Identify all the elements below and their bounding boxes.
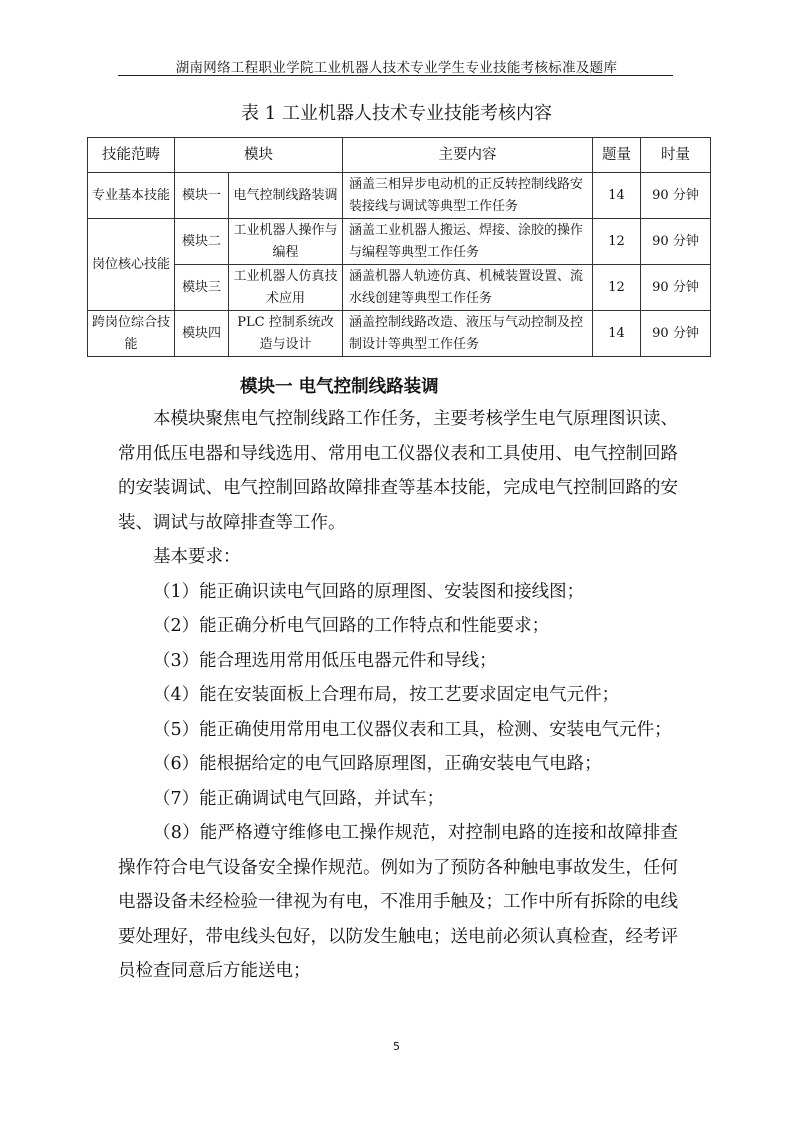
- cell-category: 专业基本技能: [88, 173, 175, 219]
- intro-paragraph: 本模块聚焦电气控制线路工作任务，主要考核学生电气原理图识读、常用低压电器和导线选用、常用电工仪器仪表和工具使用、电气控制回路的安装调试、电气控制回路故障排查等基本技能，完成电气控制回路的安装、调试与故障排查等工作。: [118, 409, 678, 533]
- header-time: 时量: [641, 138, 711, 173]
- cell-category: 跨岗位综合技能: [88, 311, 175, 357]
- cell-module-name: 工业机器人仿真技术应用: [229, 265, 343, 311]
- page-header: 湖南网络工程职业学院工业机器人技术专业学生专业技能考核标准及题库: [175, 60, 618, 76]
- cell-content: 涵盖三相异步电动机的正反转控制线路安装接线与调试等典型工作任务: [343, 173, 593, 219]
- header-module: 模块: [175, 138, 343, 173]
- requirement-item: （6）能根据给定的电气回路原理图，正确安装电气电路；: [153, 754, 602, 774]
- section-heading: 模块一 电气控制线路装调: [240, 377, 439, 397]
- header-category: 技能范畴: [88, 138, 175, 173]
- cell-content: 涵盖机器人轨迹仿真、机械装置设置、流水线创建等典型工作任务: [343, 265, 593, 311]
- cell-module: 模块一: [175, 173, 229, 219]
- requirement-item: （8）能严格遵守维修电工操作规范，对控制电路的连接和故障排查操作符合电气设备安全操作规范。例如为了预防各种触电事故发生，任何电器设备未经检验一律视为有电，不准用手触及；工作中所有拆除的电线要处理好，带电线头包好，以防发生触电；送电前必须认真检查，经考评员检查同意后方能送电；: [118, 823, 678, 981]
- table-title: 表 1 工业机器人技术专业技能考核内容: [241, 103, 552, 124]
- requirement-item: （7）能正确调试电气回路，并试车；: [153, 788, 445, 809]
- cell-content: 涵盖控制线路改造、液压与气动控制及控制设计等典型工作任务: [343, 311, 593, 357]
- cell-count: 14: [593, 311, 641, 357]
- cell-time: 90 分钟: [641, 265, 711, 311]
- cell-module-name: 工业机器人操作与编程: [229, 219, 343, 265]
- requirement-item: （1）能正确识读电气回路的原理图、安装图和接线图；: [153, 581, 585, 602]
- header-content: 主要内容: [343, 138, 593, 173]
- table-row: [88, 311, 711, 357]
- cell-time: 90 分钟: [641, 219, 711, 265]
- requirement-item: （3）能合理选用常用低压电器元件和导线；: [153, 650, 497, 671]
- cell-module-name: PLC 控制系统改造与设计: [229, 311, 343, 357]
- header-divider: [118, 75, 673, 76]
- header-count: 题量: [593, 138, 641, 173]
- table-row: [88, 219, 711, 265]
- requirement-item: （5）能正确使用常用电工仪器仪表和工具，检测、安装电气元件；: [153, 719, 672, 740]
- requirement-item: （4）能在安装面板上合理布局，按工艺要求固定电气元件；: [153, 685, 620, 705]
- cell-module: 模块二: [175, 219, 229, 265]
- cell-category: 岗位核心技能: [88, 219, 175, 311]
- cell-count: 12: [593, 219, 641, 265]
- table-row: [88, 265, 711, 311]
- cell-time: 90 分钟: [641, 173, 711, 219]
- skills-table: [87, 137, 711, 357]
- cell-module: 模块三: [175, 265, 229, 311]
- cell-time: 90 分钟: [641, 311, 711, 357]
- cell-count: 14: [593, 173, 641, 219]
- table-row: [88, 173, 711, 219]
- requirements-label: 基本要求：: [153, 547, 241, 567]
- table-header-row: [88, 138, 711, 173]
- section-body: [118, 402, 678, 989]
- requirement-item: （2）能正确分析电气回路的工作特点和性能要求；: [153, 616, 550, 636]
- cell-module: 模块四: [175, 311, 229, 357]
- cell-content: 涵盖工业机器人搬运、焊接、涂胶的操作与编程等典型工作任务: [343, 219, 593, 265]
- cell-module-name: 电气控制线路装调: [229, 173, 343, 219]
- page-number: 5: [393, 1040, 400, 1053]
- cell-count: 12: [593, 265, 641, 311]
